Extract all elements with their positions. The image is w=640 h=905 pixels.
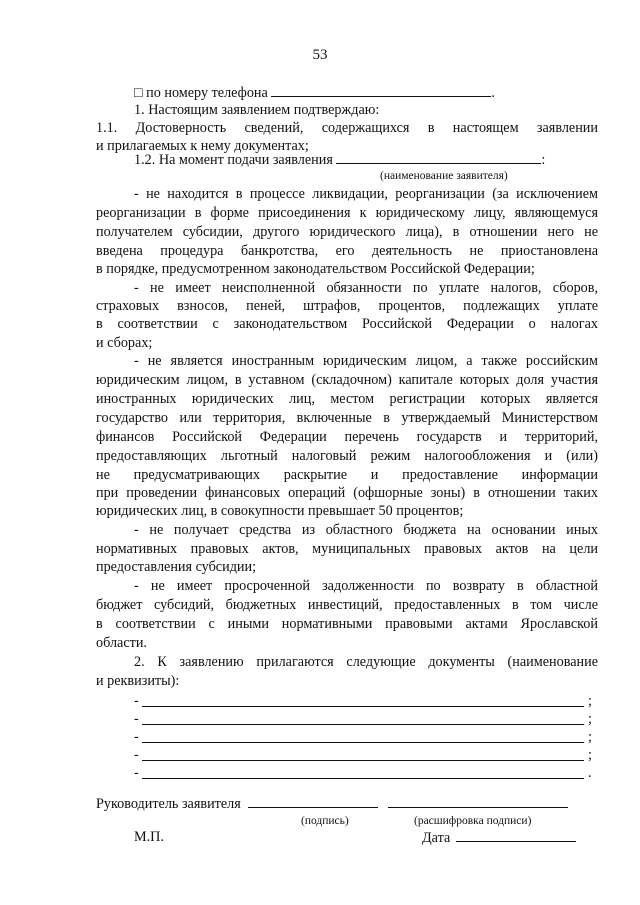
- signature-caption: (подпись): [301, 815, 349, 827]
- checkbox-icon[interactable]: □: [134, 85, 143, 101]
- doc-line-1-end: ;: [588, 693, 592, 709]
- bullet-4-line-1: - не получает средства из областного бюджета на основании иных: [134, 522, 598, 538]
- bullet-3-line-3: иностранных юридических лиц, местом регистрации которых является: [96, 391, 598, 407]
- section-1-1-line-2: и прилагаемых к нему документах;: [96, 138, 309, 154]
- doc-line-3-dash: -: [134, 729, 139, 745]
- doc-line-2-field[interactable]: [142, 724, 584, 725]
- head-of-applicant-label: Руководитель заявителя: [96, 796, 241, 812]
- page-number: 53: [312, 47, 328, 63]
- doc-line-1-dash: -: [134, 693, 139, 709]
- bullet-2-line-2: страховых взносов, пеней, штрафов, процентов, подлежащих уплате: [96, 298, 598, 314]
- doc-line-5-field[interactable]: [142, 778, 584, 779]
- phone-label: по номеру телефона: [146, 85, 268, 101]
- bullet-5-line-4: области.: [96, 635, 147, 651]
- bullet-3-line-5: финансов Российской Федерации перечень государств и территорий,: [96, 429, 598, 445]
- bullet-5-line-1: - не имеет просроченной задолженности по возврату в областной: [134, 578, 598, 594]
- bullet-5-line-2: бюджет субсидий, бюджетных инвестиций, предоставленных в том числе: [96, 597, 598, 613]
- bullet-1-line-3: получателем субсидии, другого юридического лица), в отношении него не: [96, 224, 598, 240]
- bullet-3-line-6: предоставляющих льготный налоговый режим налогообложения и (или): [96, 448, 598, 464]
- doc-line-3-end: ;: [588, 729, 592, 745]
- section-1-2-line: 1.2. На момент подачи заявления :: [134, 152, 546, 168]
- bullet-3-line-1: - не является иностранным юридическим лицом, а также российским: [134, 353, 598, 369]
- applicant-name-caption: (наименование заявителя): [380, 170, 508, 182]
- date-label: Дата: [422, 830, 451, 846]
- bullet-1-line-1: - не находится в процессе ликвидации, реорганизации (за исключением: [134, 186, 598, 202]
- bullet-1-line-5: в порядке, предусмотренном законодательством Российской Федерации;: [96, 261, 535, 277]
- phone-line: □ по номеру телефона .: [134, 85, 495, 101]
- doc-line-1-field[interactable]: [142, 706, 584, 707]
- bullet-2-line-3: в соответствии с законодательством Российской Федерации о налогах: [96, 316, 598, 332]
- bullet-3-line-2: юридическим лицом, в уставном (складочном) капитале которых доля участия: [96, 372, 598, 388]
- doc-line-5-end: .: [588, 765, 592, 781]
- signature-decode-field[interactable]: [388, 794, 568, 808]
- bullet-3-line-9: юридических лиц, в совокупности превышает 50 процентов;: [96, 503, 464, 519]
- section-1-heading: 1. Настоящим заявлением подтверждаю:: [134, 102, 380, 118]
- signature-decode-caption: (расшифровка подписи): [414, 815, 532, 827]
- bullet-3-line-7: не предусматривающих раскрытие и предоставление информации: [96, 467, 598, 483]
- doc-line-4-dash: -: [134, 747, 139, 763]
- date-line: [422, 828, 576, 848]
- doc-line-5-dash: -: [134, 765, 139, 781]
- signature-line: [96, 794, 568, 814]
- doc-line-4-end: ;: [588, 747, 592, 763]
- doc-line-4-field[interactable]: [142, 760, 584, 761]
- date-field[interactable]: [456, 828, 576, 842]
- signature-field[interactable]: [248, 794, 378, 808]
- section-1-1-line-1: 1.1. Достоверность сведений, содержащихся в настоящем заявлении: [96, 120, 598, 136]
- bullet-4-line-3: предоставления субсидии;: [96, 559, 257, 575]
- doc-line-2-end: ;: [588, 711, 592, 727]
- doc-line-3-field[interactable]: [142, 742, 584, 743]
- bullet-3-line-4: государство или территория, включенные в утверждаемый Министерством: [96, 410, 598, 426]
- doc-line-2-dash: -: [134, 711, 139, 727]
- section-2-line-2: и реквизиты):: [96, 673, 180, 689]
- bullet-2-line-4: и сборах;: [96, 335, 153, 351]
- section-2-line-1: 2. К заявлению прилагаются следующие документы (наименование: [134, 654, 598, 670]
- bullet-2-line-1: - не имеет неисполненной обязанности по уплате налогов, сборов,: [134, 280, 598, 296]
- applicant-name-field[interactable]: [336, 150, 541, 164]
- phone-field[interactable]: [271, 83, 491, 97]
- bullet-1-line-2: реорганизации в форме присоединения к юридическому лицу, являющемуся: [96, 205, 598, 221]
- bullet-1-line-4: введена процедура банкротства, его деятельность не приостановлена: [96, 243, 598, 259]
- bullet-3-line-8: при проведении финансовых операций (офшорные зоны) в отношении таких: [96, 485, 598, 501]
- bullet-5-line-3: в соответствии с иными нормативными правовыми актами Ярославской: [96, 616, 598, 632]
- stamp-label: М.П.: [134, 829, 164, 845]
- section-1-2-label: 1.2. На момент подачи заявления: [134, 152, 333, 168]
- bullet-4-line-2: нормативных правовых актов, муниципальных правовых актов на цели: [96, 541, 598, 557]
